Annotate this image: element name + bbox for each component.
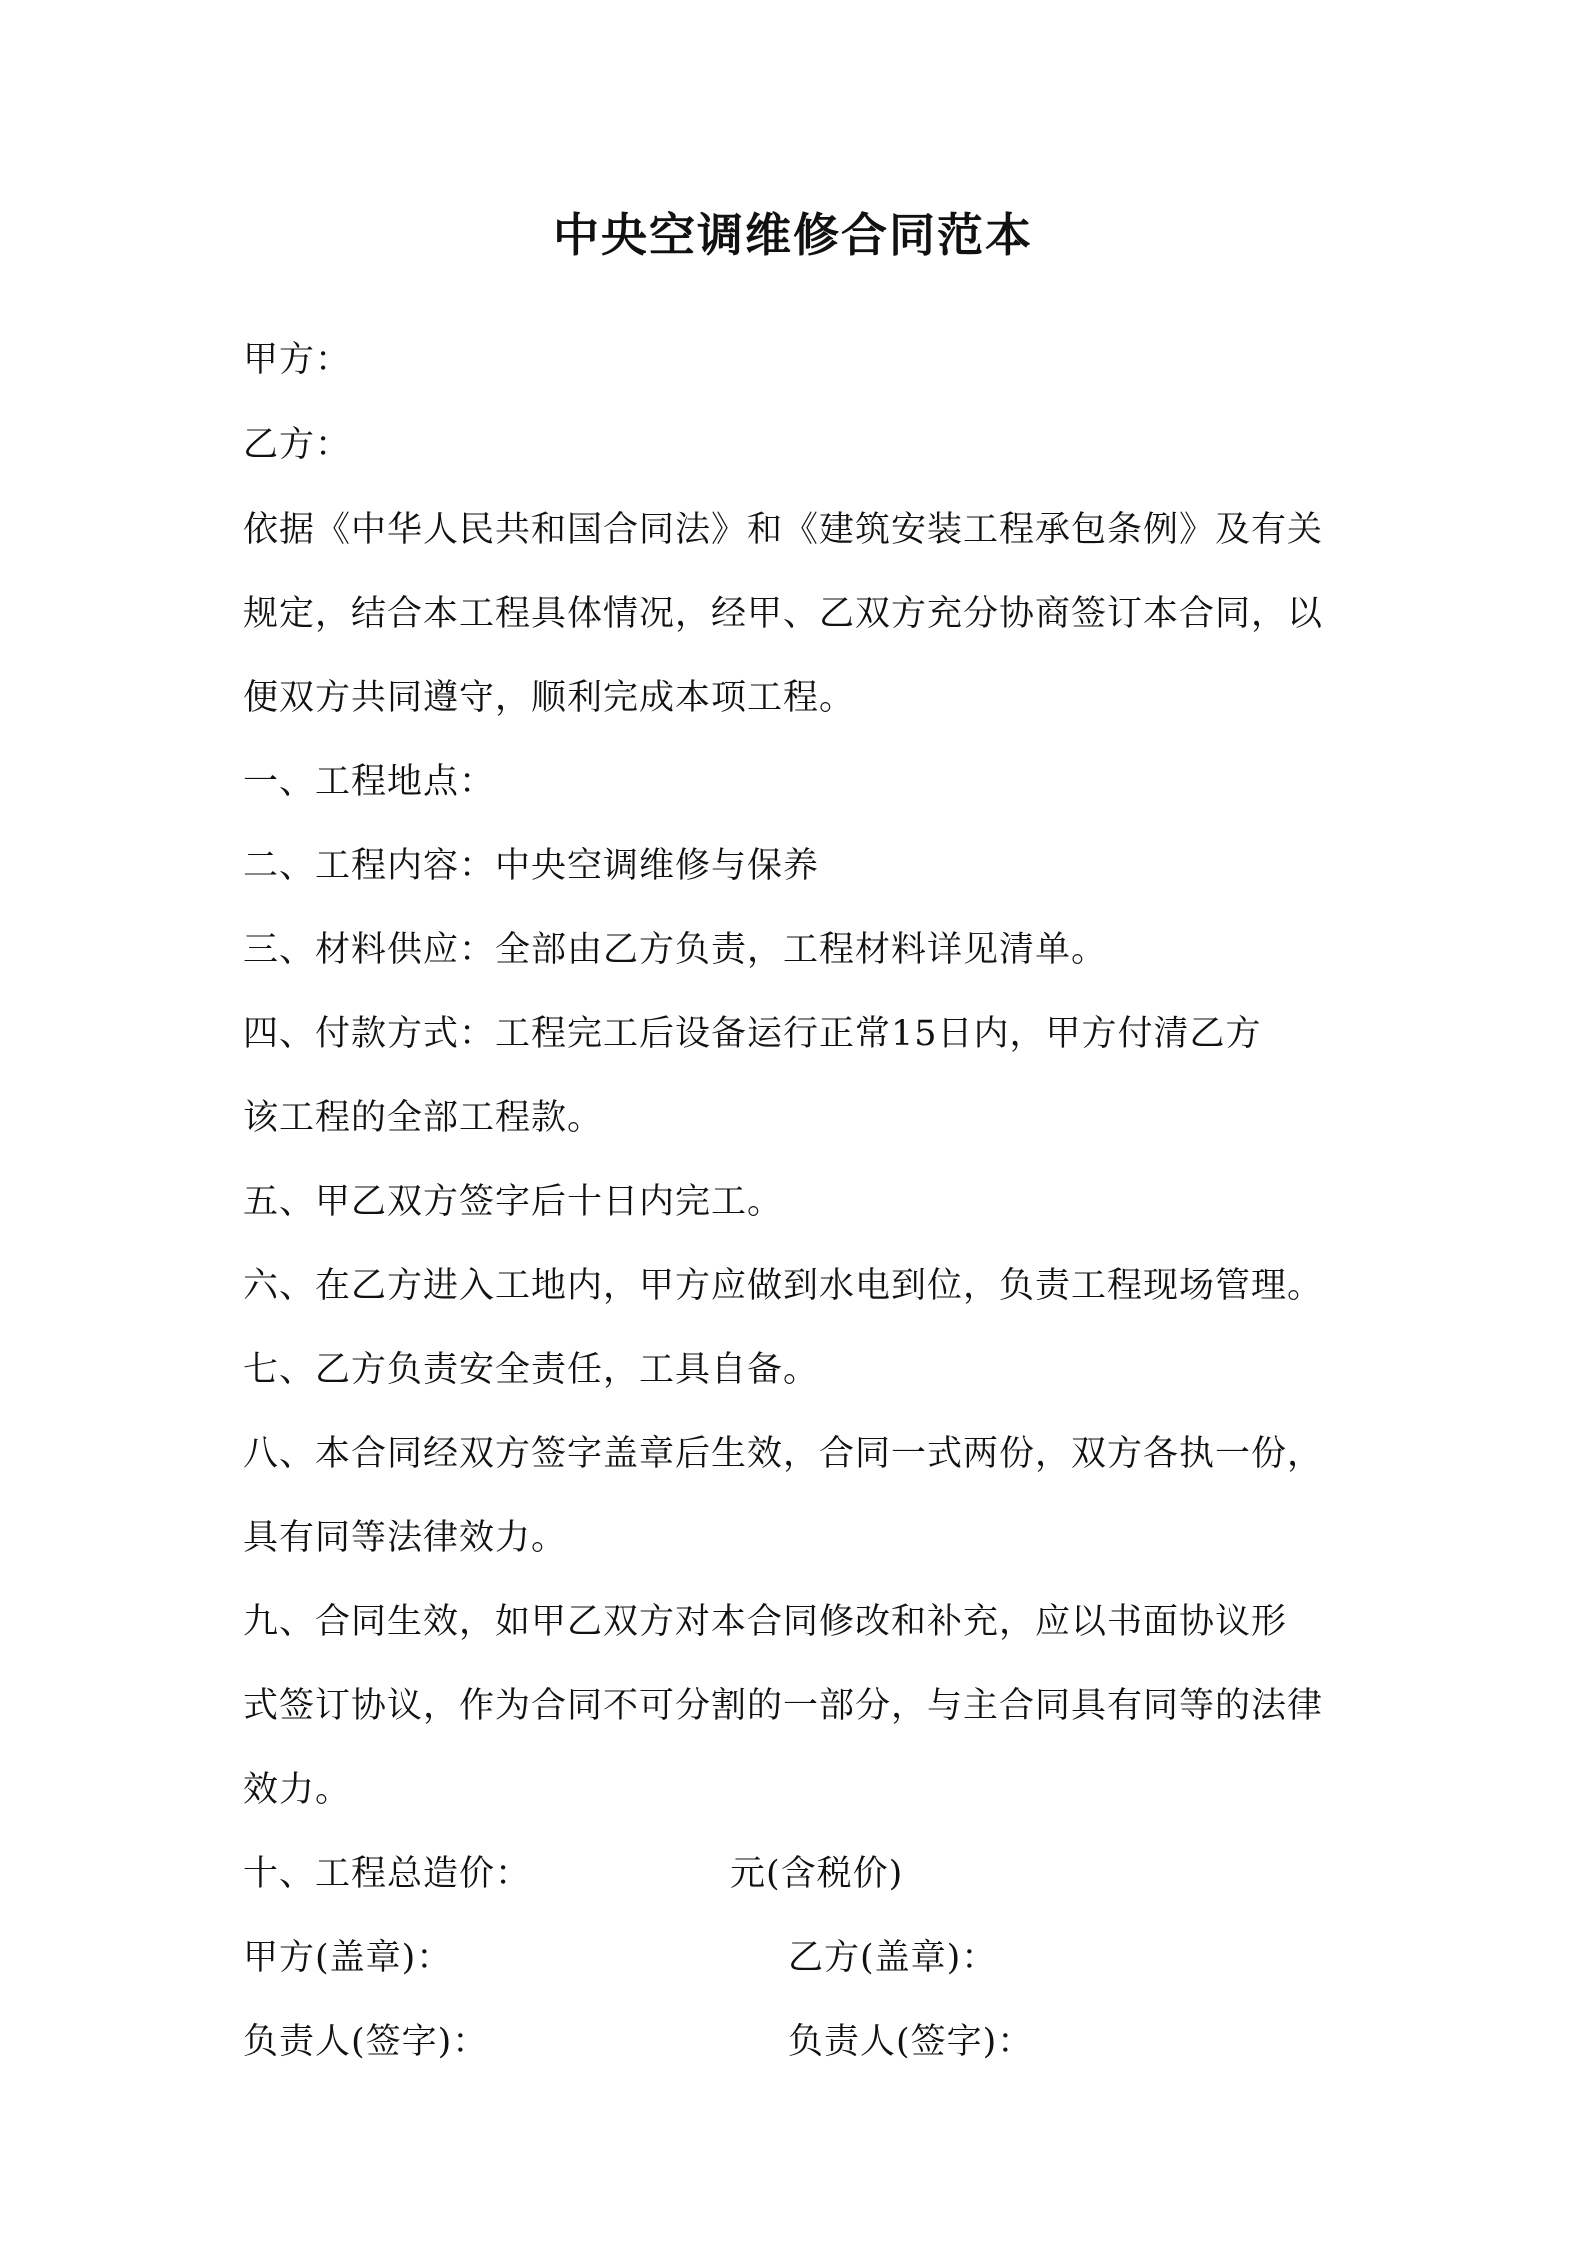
- party-b-signer: 负责人(签字)：: [788, 2022, 1034, 2062]
- clause-6: 六、在乙方进入工地内，甲方应做到水电到位，负责工程现场管理。: [243, 1266, 1324, 1306]
- clause-8-line-2: 具有同等法律效力。: [243, 1518, 568, 1558]
- clause-4-line-1: 四、付款方式：工程完工后设备运行正常15日内，甲方付清乙方: [243, 1014, 1262, 1054]
- party-a-seal: 甲方(盖章)：: [243, 1938, 453, 1978]
- clause-8-line-1: 八、本合同经双方签字盖章后生效，合同一式两份，双方各执一份，: [243, 1434, 1324, 1474]
- party-b-seal: 乙方(盖章)：: [788, 1938, 998, 1978]
- document-title: 中央空调维修合同范本: [553, 208, 1033, 262]
- clause-2: 二、工程内容：中央空调维修与保养: [243, 846, 820, 886]
- clause-9-line-3: 效力。: [243, 1770, 352, 1810]
- clause-10-label: 十、工程总造价：: [243, 1854, 532, 1894]
- party-b-line: 乙方：: [243, 425, 352, 465]
- clause-10-unit: 元(含税价): [730, 1854, 904, 1894]
- intro-line-1: 依据《中华人民共和国合同法》和《建筑安装工程承包条例》及有关: [243, 510, 1324, 550]
- party-a-line: 甲方：: [243, 340, 352, 380]
- clause-9-line-2: 式签订协议，作为合同不可分割的一部分，与主合同具有同等的法律: [243, 1686, 1324, 1726]
- clause-5: 五、甲乙双方签字后十日内完工。: [243, 1182, 784, 1222]
- party-a-signer: 负责人(签字)：: [243, 2022, 489, 2062]
- intro-line-2: 规定，结合本工程具体情况，经甲、乙双方充分协商签订本合同，以: [243, 594, 1324, 634]
- intro-line-3: 便双方共同遵守，顺利完成本项工程。: [243, 678, 856, 718]
- clause-7: 七、乙方负责安全责任，工具自备。: [243, 1350, 820, 1390]
- clause-9-line-1: 九、合同生效，如甲乙双方对本合同修改和补充，应以书面协议形: [243, 1602, 1288, 1642]
- clause-1: 一、工程地点：: [243, 762, 496, 802]
- clause-3: 三、材料供应：全部由乙方负责，工程材料详见清单。: [243, 930, 1108, 970]
- clause-4-line-2: 该工程的全部工程款。: [243, 1098, 604, 1138]
